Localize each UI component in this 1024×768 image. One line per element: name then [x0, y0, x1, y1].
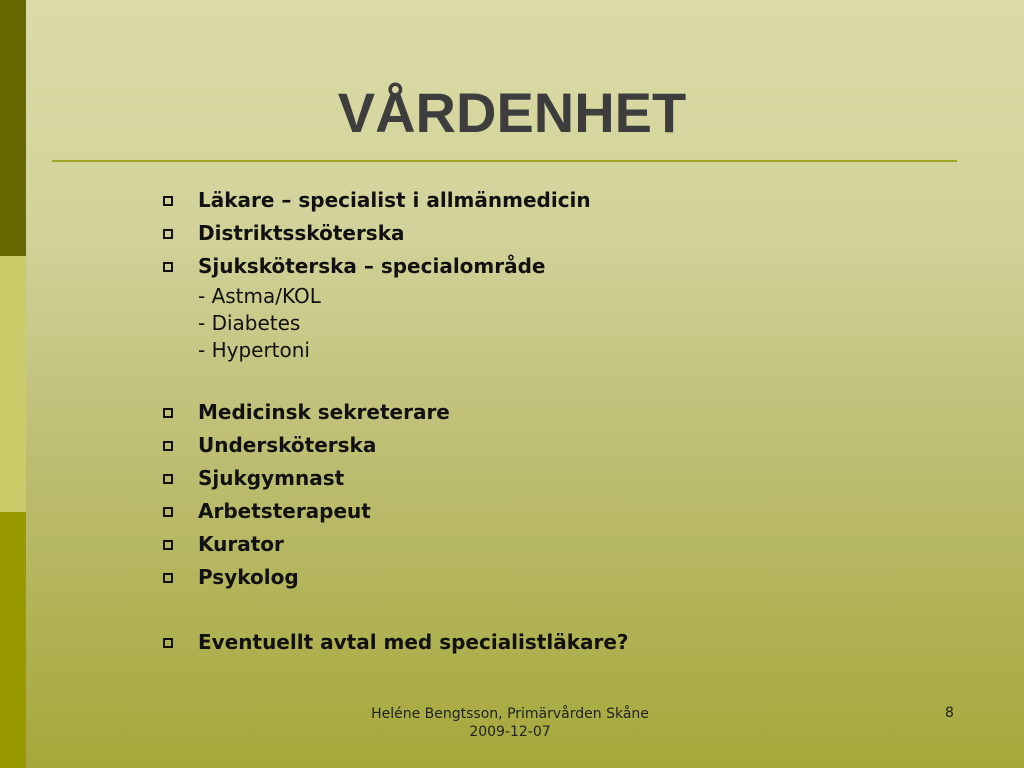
list-item-label: Eventuellt avtal med specialistläkare? [198, 630, 629, 654]
list-item [160, 250, 960, 364]
list-item-label: Distriktssköterska [198, 221, 405, 245]
spacer [160, 364, 960, 396]
square-bullet-icon [163, 262, 173, 272]
list-item [160, 184, 960, 217]
footer-author: Heléne Bengtsson, Primärvården Skåne [371, 706, 649, 722]
square-bullet-icon [163, 573, 173, 583]
bullet-list [160, 184, 960, 659]
square-bullet-icon [163, 441, 173, 451]
sub-item: - Diabetes [198, 311, 301, 335]
list-item-label: Sjukgymnast [198, 466, 345, 490]
list-item [160, 217, 960, 250]
list-item [160, 396, 960, 429]
list-item-label: Medicinsk sekreterare [198, 400, 450, 424]
square-bullet-icon [163, 408, 173, 418]
list-item [160, 495, 960, 528]
square-bullet-icon [163, 196, 173, 206]
list-item-label: Läkare – specialist i allmänmedicin [198, 188, 591, 212]
sub-item: - Astma/KOL [198, 284, 321, 308]
square-bullet-icon [163, 638, 173, 648]
page-number: 8 [945, 705, 954, 721]
square-bullet-icon [163, 507, 173, 517]
slide-title: VÅRDENHET [337, 81, 687, 144]
list-item [160, 528, 960, 561]
list-item-label: Kurator [198, 532, 284, 556]
list-item [160, 462, 960, 495]
title-divider [52, 160, 957, 162]
slide-footer [340, 705, 680, 741]
spacer [160, 594, 960, 626]
square-bullet-icon [163, 229, 173, 239]
list-item-label: Psykolog [198, 565, 299, 589]
side-bar-light [0, 256, 26, 512]
square-bullet-icon [163, 474, 173, 484]
footer-date: 2009-12-07 [469, 724, 551, 740]
list-item [160, 429, 960, 462]
list-item-label: Arbetsterapeut [198, 499, 371, 523]
sub-item: - Hypertoni [198, 338, 310, 362]
list-item [160, 626, 960, 659]
list-item-label: Undersköterska [198, 433, 377, 457]
square-bullet-icon [163, 540, 173, 550]
list-item [160, 561, 960, 594]
side-bar-mid [0, 512, 26, 768]
list-item-label: Sjuksköterska – specialområde [198, 254, 546, 278]
